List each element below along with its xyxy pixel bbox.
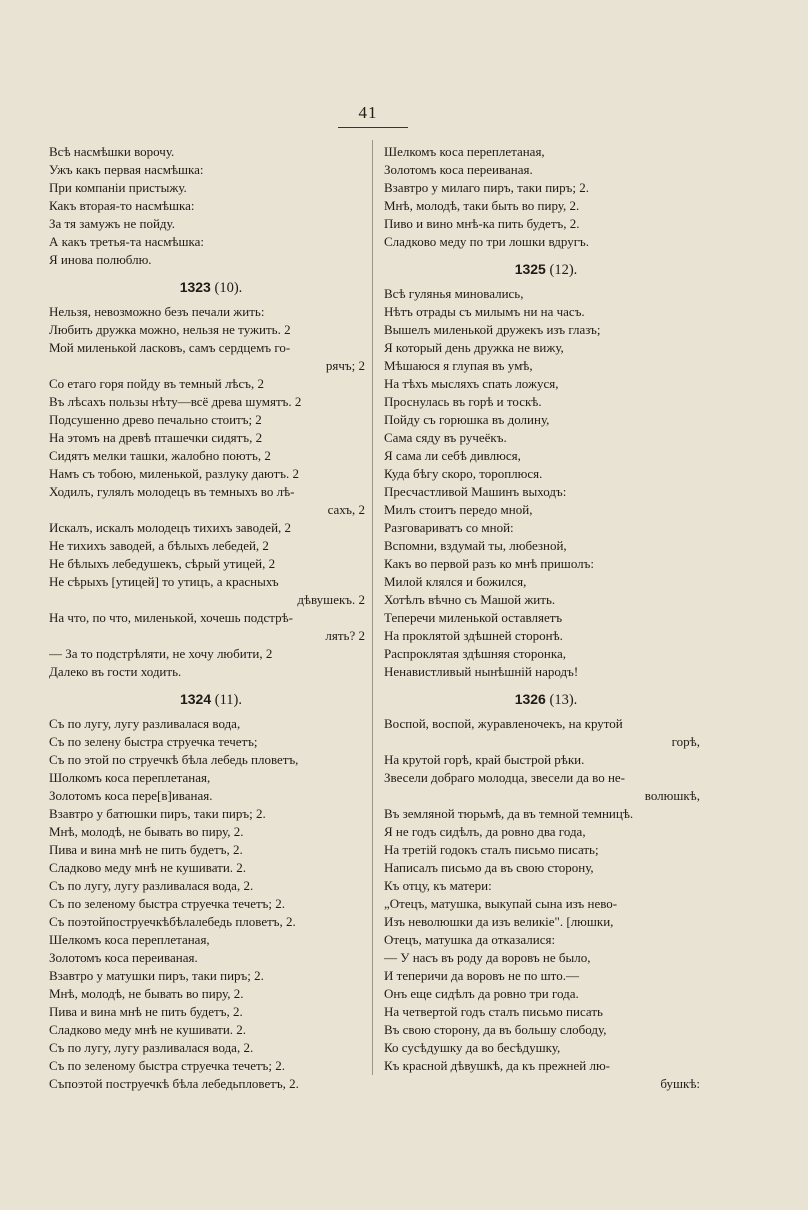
verse-line: — У насъ въ роду да воровъ не было,: [384, 950, 591, 965]
song-number: 1324: [179, 691, 212, 707]
verse-line: Не тихихъ заводей, а бѣлыхъ лебедей, 2: [49, 538, 269, 553]
song-heading: [49, 269, 373, 303]
verse-line: Съпоэтой поструечкѣ бѣла лебедьпловетъ, 2.: [49, 1076, 299, 1091]
verse-line: Къ отцу, къ матери:: [384, 878, 492, 893]
verse-line: Съ по этой по струечкѣ бѣла лебедь пловетъ,: [49, 752, 299, 767]
verse-line: На тѣхъ мысляхъ спать ложуся,: [384, 376, 559, 391]
verse-line: На третій годокъ сталъ письмо писать;: [384, 842, 599, 857]
right-column: [384, 143, 708, 1093]
verse-line: Я не годъ сидѣлъ, да ровно два года,: [384, 824, 586, 839]
song-number: 1325: [514, 261, 546, 277]
verse-line: На этомъ на древѣ пташечки сидятъ, 2: [49, 430, 263, 445]
left-column: [49, 143, 373, 1093]
verse-line: Шолкомъ коса переплетаная,: [49, 770, 211, 785]
verse-line: Взавтро у батюшки пиръ, таки пиръ; 2.: [49, 806, 266, 821]
verse-line: Пойду съ горюшка въ долину,: [384, 412, 550, 427]
verse-line: Ко сусѣдушку да во бесѣдушку,: [384, 1040, 561, 1055]
song-heading: [49, 681, 373, 715]
verse-line: Въ земляной тюрьмѣ, да въ темной темницѣ.: [384, 806, 634, 821]
verse-line: Намъ съ тобою, миленькой, разлуку даютъ. 2: [49, 466, 299, 481]
verse-line-continuation: дѣвушекъ. 2: [297, 592, 365, 607]
verse-line-continuation: горѣ,: [671, 734, 700, 749]
verse-line: Золотомъ коса переиваная.: [49, 950, 198, 965]
verse-line: Сидятъ мелки ташки, жалобно поютъ, 2: [49, 448, 271, 463]
verse-line: За тя замужъ не пойду.: [49, 216, 175, 231]
song-subnumber: (12).: [545, 262, 578, 278]
verse-line: Вспомни, вздумай ты, любезной,: [384, 538, 567, 553]
verse-line: На что, по что, миленькой, хочешь подстрѣ-: [49, 610, 294, 625]
verse-line: Мнѣ, молодѣ, не бывать во пиру, 2.: [49, 824, 244, 839]
song-number: 1326: [514, 691, 546, 707]
verse-line: Мой миленькой ласковъ, самъ сердцемъ го-: [49, 340, 291, 355]
verse-line: Онъ еще сидѣлъ да ровно три года.: [384, 986, 579, 1001]
song-heading: [384, 681, 708, 715]
verse-line: Хотѣлъ вѣчно съ Машой жить.: [384, 592, 556, 607]
verse-line: Всѣ гулянья миновались,: [384, 286, 524, 301]
verse-line: И теперичи да воровъ не по што.—: [384, 968, 579, 983]
verse-line: Не сѣрыхъ [утицей] то утицъ, а красныхъ: [49, 574, 279, 589]
verse-line: Съ по лугу, лугу разливалася вода, 2.: [49, 878, 254, 893]
verse-line: На проклятой здѣшней сторонѣ.: [384, 628, 563, 643]
verse-line: Я сама ли себѣ дивлюся,: [384, 448, 521, 463]
verse-line: Сладково меду по три лошки вдругъ.: [384, 234, 590, 249]
verse-line: При компаніи пристыжу.: [49, 180, 187, 195]
song-subnumber: (10).: [210, 280, 243, 296]
page-number: 41: [358, 103, 378, 122]
verse-line: Подсушенно древо печально стоитъ; 2: [49, 412, 262, 427]
verse-line: Милъ стоитъ передо мной,: [384, 502, 533, 517]
song-subnumber: (11).: [211, 692, 243, 708]
verse-line: На крутой горѣ, край быстрой рѣки.: [384, 752, 585, 767]
verse-line: Шелкомъ коса переплетаная,: [49, 932, 210, 947]
verse-line: — За то подстрѣляти, не хочу любити, 2: [49, 646, 273, 661]
verse-line: Нельзя, невозможно безъ печали жить:: [49, 304, 265, 319]
verse-line: Сама сяду въ ручеёкъ.: [384, 430, 507, 445]
verse-line: Воспой, воспой, журавленочекъ, на крутой: [384, 716, 623, 731]
verse-line: Звесели добраго молодца, звесели да во не-: [384, 770, 626, 785]
verse-line: Съ по зеленому быстра струечка течетъ; 2.: [49, 1058, 286, 1073]
verse-line: Теперечи миленькой оставляетъ: [384, 610, 563, 625]
verse-line-continuation: бушкѣ:: [660, 1076, 700, 1091]
verse-line: Сладково меду мнѣ не кушивати. 2.: [49, 860, 247, 875]
verse-line: Далеко въ гости ходить.: [49, 664, 182, 679]
verse-line: На четвертой годъ сталъ письмо писать: [384, 1004, 603, 1019]
verse-line: Къ красной дѣвушкѣ, да къ прежней лю-: [384, 1058, 611, 1073]
verse-line: Шелкомъ коса переплетаная,: [384, 144, 545, 159]
song-heading: [384, 251, 708, 285]
verse-line: Мѣшаюся я глупая въ умѣ,: [384, 358, 533, 373]
verse-line: Нѣтъ отрады съ милымъ ни на часъ.: [384, 304, 585, 319]
verse-line-continuation: рячъ; 2: [325, 358, 365, 373]
verse-line-continuation: сахъ, 2: [327, 502, 365, 517]
song-number: 1323: [179, 279, 211, 295]
verse-line: Ходилъ, гулялъ молодецъ въ темныхъ во лѣ-: [49, 484, 295, 499]
verse-line: Взавтро у матушки пиръ, таки пиръ; 2.: [49, 968, 264, 983]
verse-line: Золотомъ коса переиваная.: [384, 162, 533, 177]
verse-line: Какъ во первой разъ ко мнѣ пришолъ:: [384, 556, 594, 571]
verse-line: Изъ неволюшки да изъ великіе". [люшки,: [384, 914, 614, 929]
verse-line: Сладково меду мнѣ не кушивати. 2.: [49, 1022, 247, 1037]
verse-line: Куда бѣгу скоро, тороплюся.: [384, 466, 543, 481]
verse-line: Не бѣлыхъ лебедушекъ, сѣрый утицей, 2: [49, 556, 276, 571]
verse-line: Написалъ письмо да въ свою сторону,: [384, 860, 594, 875]
verse-line-continuation: лять? 2: [325, 628, 365, 643]
verse-line: Пива и вина мнѣ не пить будетъ, 2.: [49, 842, 243, 857]
verse-line: Вышелъ миленькой дружекъ изъ глазъ;: [384, 322, 601, 337]
verse-line: Милой клялся и божился,: [384, 574, 527, 589]
verse-line: Съ поэтойпоструечкѣбѣлалебедь пловетъ, 2.: [49, 914, 296, 929]
verse-line: Я инова полюблю.: [49, 252, 152, 267]
verse-line: Пиво и вино мнѣ-ка пить будетъ, 2.: [384, 216, 580, 231]
verse-line: А какъ третья-та насмѣшка:: [49, 234, 204, 249]
verse-line: Разговариватъ со мной:: [384, 520, 514, 535]
verse-line: Съ по лугу, лугу разливалася вода,: [49, 716, 241, 731]
verse-line: Съ по зеленому быстра струечка течетъ; 2.: [49, 896, 286, 911]
verse-line: Какъ вторая-то насмѣшка:: [49, 198, 195, 213]
verse-line: „Отецъ, матушка, выкупай сына изъ нево-: [384, 896, 618, 911]
header-rule: [338, 127, 408, 128]
song-subnumber: (13).: [545, 692, 578, 708]
verse-line: Ужъ какъ первая насмѣшка:: [49, 162, 204, 177]
verse-line: Съ по лугу, лугу разливалася вода, 2.: [49, 1040, 254, 1055]
verse-line: Золотомъ коса пере[в]иваная.: [49, 788, 213, 803]
verse-line: Въ свою сторону, да въ большу слободу,: [384, 1022, 607, 1037]
verse-line: Проснулась въ горѣ и тоскѣ.: [384, 394, 542, 409]
verse-line-continuation: волюшкѣ,: [644, 788, 700, 803]
verse-line: Пресчастливой Машинъ выходъ:: [384, 484, 567, 499]
verse-line: Мнѣ, молодѣ, не бывать во пиру, 2.: [49, 986, 244, 1001]
verse-line: Любить дружка можно, нельзя не тужить. 2: [49, 322, 291, 337]
verse-line: Я который день дружка не вижу,: [384, 340, 564, 355]
verse-line: Отецъ, матушка да отказалися:: [384, 932, 556, 947]
verse-line: Распроклятая здѣшняя сторонка,: [384, 646, 566, 661]
verse-line: Со етаго горя пойду въ темный лѣсъ, 2: [49, 376, 264, 391]
verse-line: Съ по зелену быстра струечка течетъ;: [49, 734, 258, 749]
verse-line: Въ лѣсахъ пользы нѣту—всё древа шумятъ. 2: [49, 394, 302, 409]
verse-line: Ненавистливый нынѣшній народъ!: [384, 664, 579, 679]
verse-line: Пива и вина мнѣ не пить будетъ, 2.: [49, 1004, 243, 1019]
verse-line: Мнѣ, молодѣ, таки быть во пиру, 2.: [384, 198, 580, 213]
verse-line: Взавтро у милаго пиръ, таки пиръ; 2.: [384, 180, 589, 195]
verse-line: Искалъ, искалъ молодецъ тихихъ заводей, 2: [49, 520, 292, 535]
verse-line: Всѣ насмѣшки ворочу.: [49, 144, 175, 159]
